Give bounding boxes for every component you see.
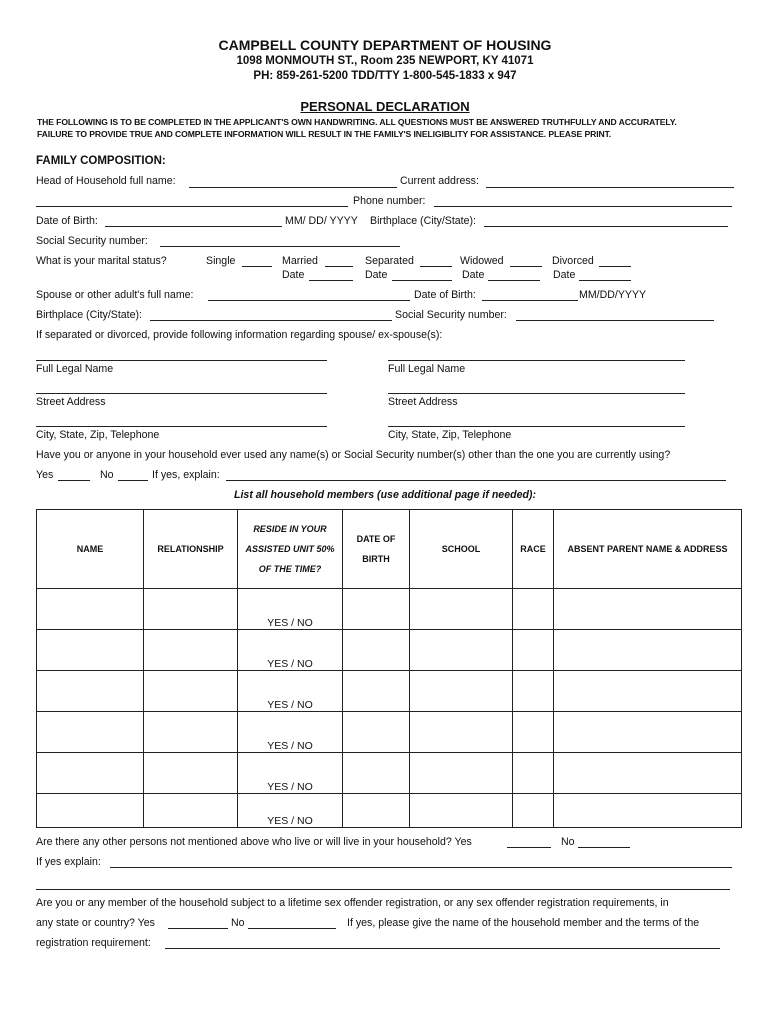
member-reside-cell[interactable]: YES / NO <box>238 589 343 630</box>
members-caption: List all household members (use additional page if needed): <box>234 489 536 501</box>
col-header-school: SCHOOL <box>410 510 513 589</box>
member-absent-parent-cell[interactable] <box>554 630 742 671</box>
divorced-label: Divorced <box>552 255 594 267</box>
member-name-cell[interactable] <box>37 630 144 671</box>
single-field[interactable] <box>242 266 272 267</box>
sex-offender-question: Are you or any member of the household subject to a lifetime sex offender registration, or any sex offender registration requirements, in <box>36 897 669 909</box>
divorced-field[interactable] <box>599 266 631 267</box>
married-date-field[interactable] <box>309 280 353 281</box>
member-school-cell[interactable] <box>410 794 513 828</box>
other-names-yes-field[interactable] <box>58 480 90 481</box>
other-persons-no-label: No <box>561 836 575 848</box>
dob-format: MM/ DD/ YYYY <box>285 215 358 227</box>
member-school-cell[interactable] <box>410 671 513 712</box>
table-row <box>37 671 742 712</box>
member-name-cell[interactable] <box>37 712 144 753</box>
phone-label: Phone number: <box>353 195 426 207</box>
member-absent-parent-cell[interactable] <box>554 712 742 753</box>
ex-spouse-1-street-field[interactable] <box>36 393 327 394</box>
member-race-cell[interactable] <box>513 753 554 794</box>
member-relationship-cell[interactable] <box>144 712 238 753</box>
col-header-race: RACE <box>513 510 554 589</box>
form-title: PERSONAL DECLARATION <box>300 99 470 114</box>
other-persons-no-field[interactable] <box>578 847 630 848</box>
member-reside-cell[interactable]: YES / NO <box>238 753 343 794</box>
registration-requirement-field[interactable] <box>165 948 720 949</box>
ex-spouse-prompt: If separated or divorced, provide following information regarding spouse/ ex-spouse(s): <box>36 329 443 341</box>
widowed-date-field[interactable] <box>488 280 540 281</box>
member-relationship-cell[interactable] <box>144 671 238 712</box>
member-race-cell[interactable] <box>513 630 554 671</box>
other-persons-explain-field[interactable] <box>110 867 732 868</box>
spouse-dob-label: Date of Birth: <box>414 289 476 301</box>
member-reside-cell[interactable]: YES / NO <box>238 712 343 753</box>
widowed-date-label: Date <box>462 269 485 281</box>
member-dob-cell[interactable] <box>343 589 410 630</box>
spouse-dob-format: MM/DD/YYYY <box>579 289 647 301</box>
other-persons-question: Are there any other persons not mentioned above who live or will live in your household? Yes <box>36 836 472 848</box>
member-reside-cell[interactable]: YES / NO <box>238 630 343 671</box>
spouse-ssn-label: Social Security number: <box>395 309 507 321</box>
table-header-row <box>37 510 742 589</box>
household-members-table <box>36 509 742 828</box>
member-dob-cell[interactable] <box>343 671 410 712</box>
other-names-no-field[interactable] <box>118 480 148 481</box>
table-row <box>37 589 742 630</box>
col-header-reside <box>238 510 343 589</box>
col-header-dob-line-2: BIRTH <box>362 554 390 564</box>
ssn-field[interactable] <box>160 246 400 247</box>
other-names-explain-label: If yes, explain: <box>152 469 220 481</box>
spouse-birthplace-field[interactable] <box>150 320 392 321</box>
member-dob-cell[interactable] <box>343 794 410 828</box>
member-reside-cell[interactable]: YES / NO <box>238 671 343 712</box>
org-title: CAMPBELL COUNTY DEPARTMENT OF HOUSING <box>218 37 552 53</box>
sex-offender-no-field[interactable] <box>248 928 336 929</box>
member-race-cell[interactable] <box>513 589 554 630</box>
member-absent-parent-cell[interactable] <box>554 671 742 712</box>
spouse-ssn-field[interactable] <box>516 320 714 321</box>
ex-spouse-2-name-label: Full Legal Name <box>388 363 466 375</box>
married-label: Married <box>282 255 318 267</box>
other-names-yes-label: Yes <box>36 469 54 481</box>
member-dob-cell[interactable] <box>343 630 410 671</box>
member-dob-cell[interactable] <box>343 753 410 794</box>
member-school-cell[interactable] <box>410 753 513 794</box>
current-address-field-2[interactable] <box>36 206 348 207</box>
other-persons-explain-label: If yes explain: <box>36 856 101 868</box>
other-names-explain-field[interactable] <box>226 480 726 481</box>
member-relationship-cell[interactable] <box>144 589 238 630</box>
married-field[interactable] <box>325 266 353 267</box>
spouse-name-label: Spouse or other adult's full name: <box>36 289 194 301</box>
member-relationship-cell[interactable] <box>144 630 238 671</box>
ex-spouse-1-name-label: Full Legal Name <box>36 363 114 375</box>
table-row <box>37 794 742 828</box>
notice-line-1: THE FOLLOWING IS TO BE COMPLETED IN THE APPLICANT'S OWN HANDWRITING. ALL QUESTIONS MUST BE ANSWERED TRUTHFULLY AND ACCURATELY. <box>37 117 677 127</box>
table-row <box>37 630 742 671</box>
member-name-cell[interactable] <box>37 589 144 630</box>
single-label: Single <box>206 255 236 267</box>
member-absent-parent-cell[interactable] <box>554 589 742 630</box>
member-school-cell[interactable] <box>410 630 513 671</box>
head-of-household-field[interactable] <box>189 187 397 188</box>
ssn-label: Social Security number: <box>36 235 148 247</box>
other-names-question: Have you or anyone in your household ever used any name(s) or Social Security number(s) other than the one you are currently using? <box>36 449 671 461</box>
col-header-relationship: RELATIONSHIP <box>144 510 238 589</box>
member-school-cell[interactable] <box>410 589 513 630</box>
ex-spouse-1-city-label: City, State, Zip, Telephone <box>36 429 160 441</box>
spouse-birthplace-label: Birthplace (City/State): <box>36 309 142 321</box>
spouse-name-field[interactable] <box>208 300 410 301</box>
separated-label: Separated <box>365 255 414 267</box>
member-name-cell[interactable] <box>37 671 144 712</box>
org-phone: PH: 859-261-5200 TDD/TTY 1-800-545-1833 x 947 <box>253 70 517 82</box>
member-name-cell[interactable] <box>37 753 144 794</box>
col-header-dob-line-1: DATE OF <box>356 534 396 544</box>
head-of-household-label: Head of Household full name: <box>36 175 176 187</box>
current-address-field[interactable] <box>486 187 734 188</box>
dob-label: Date of Birth: <box>36 215 98 227</box>
member-absent-parent-cell[interactable] <box>554 753 742 794</box>
ex-spouse-1-street-label: Street Address <box>36 396 106 408</box>
current-address-label: Current address: <box>400 175 479 187</box>
member-race-cell[interactable] <box>513 671 554 712</box>
member-relationship-cell[interactable] <box>144 794 238 828</box>
ex-spouse-1-city-field[interactable] <box>36 426 327 427</box>
spouse-dob-field[interactable] <box>482 300 578 301</box>
ex-spouse-2-street-field[interactable] <box>388 393 685 394</box>
divorced-date-label: Date <box>553 269 576 281</box>
col-header-absent-parent: ABSENT PARENT NAME & ADDRESS <box>554 510 742 589</box>
birthplace-field[interactable] <box>484 226 728 227</box>
sex-offender-name-prompt: If yes, please give the name of the household member and the terms of the <box>347 917 700 929</box>
table-row <box>37 753 742 794</box>
married-date-label: Date <box>282 269 305 281</box>
registration-requirement-label: registration requirement: <box>36 937 151 949</box>
divorced-date-field[interactable] <box>579 280 631 281</box>
ex-spouse-2-street-label: Street Address <box>388 396 458 408</box>
dob-field[interactable] <box>105 226 282 227</box>
separated-date-field[interactable] <box>392 280 452 281</box>
member-race-cell[interactable] <box>513 794 554 828</box>
member-absent-parent-cell[interactable] <box>554 794 742 828</box>
col-header-name: NAME <box>37 510 144 589</box>
section-title-family: FAMILY COMPOSITION: <box>36 155 166 167</box>
member-race-cell[interactable] <box>513 712 554 753</box>
col-header-reside-line-1: RESIDE IN YOUR <box>253 524 327 534</box>
other-names-no-label: No <box>100 469 114 481</box>
separated-date-label: Date <box>365 269 388 281</box>
ex-spouse-1-name-field[interactable] <box>36 360 327 361</box>
col-header-reside-line-3: OF THE TIME? <box>258 564 322 574</box>
other-persons-yes-field[interactable] <box>507 847 551 848</box>
sex-offender-yes-field[interactable] <box>168 928 228 929</box>
table-row <box>37 712 742 753</box>
col-header-reside-line-2: ASSISTED UNIT 50% <box>245 544 335 554</box>
member-school-cell[interactable] <box>410 712 513 753</box>
ex-spouse-2-name-field[interactable] <box>388 360 685 361</box>
marital-question: What is your marital status? <box>36 255 167 267</box>
ex-spouse-2-city-label: City, State, Zip, Telephone <box>388 429 512 441</box>
birthplace-label: Birthplace (City/State): <box>370 215 476 227</box>
widowed-field[interactable] <box>510 266 542 267</box>
sex-offender-no-label: No <box>231 917 245 929</box>
separated-field[interactable] <box>420 266 452 267</box>
phone-field[interactable] <box>434 206 732 207</box>
col-header-dob <box>343 510 410 589</box>
member-relationship-cell[interactable] <box>144 753 238 794</box>
widowed-label: Widowed <box>460 255 504 267</box>
member-name-cell[interactable] <box>37 794 144 828</box>
ex-spouse-2-city-field[interactable] <box>388 426 685 427</box>
any-state-yes-label: any state or country? Yes <box>36 917 155 929</box>
other-persons-explain-field-2[interactable] <box>36 889 730 890</box>
org-address: 1098 MONMOUTH ST., Room 235 NEWPORT, KY 41071 <box>236 55 534 67</box>
member-reside-cell[interactable]: YES / NO <box>238 794 343 828</box>
member-dob-cell[interactable] <box>343 712 410 753</box>
notice-line-2: FAILURE TO PROVIDE TRUE AND COMPLETE INFORMATION WILL RESULT IN THE FAMILY'S INELIGIBLITY FOR ASSISTANCE. PLEASE PRINT. <box>37 129 612 139</box>
